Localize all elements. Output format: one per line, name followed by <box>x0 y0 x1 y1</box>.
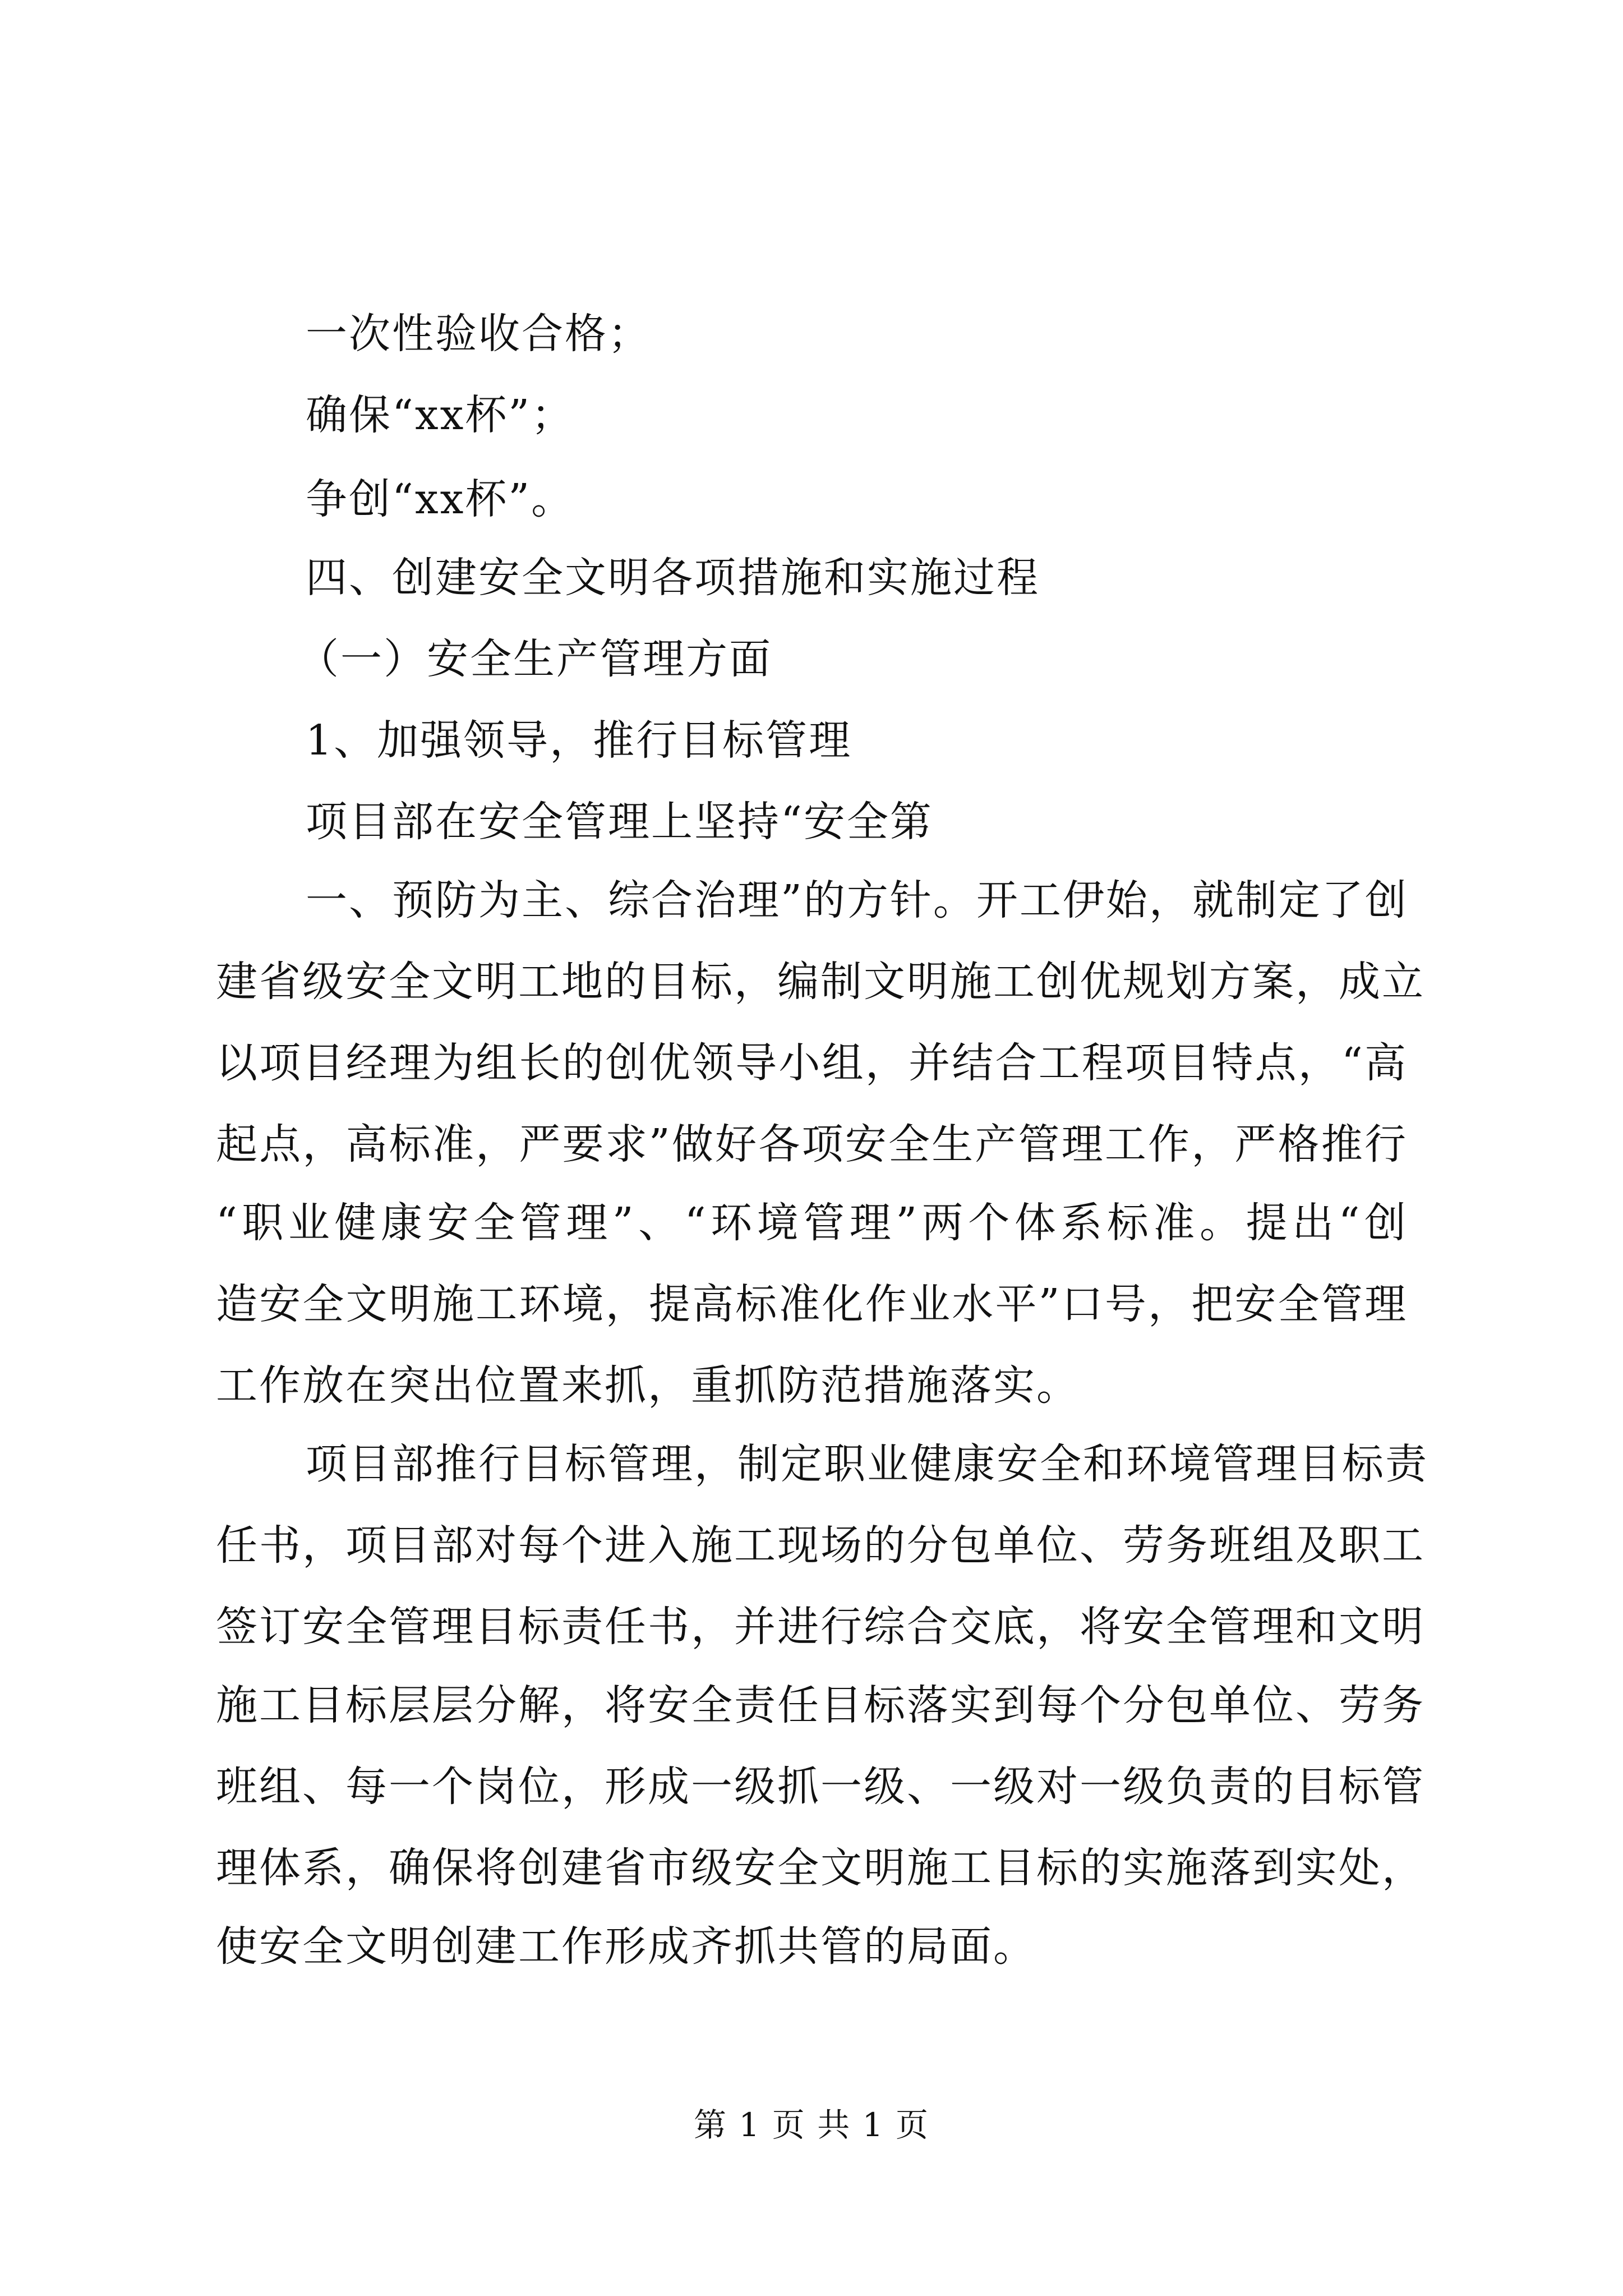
text-line: 一次性验收合格； <box>306 310 651 358</box>
text-line: 争创“xx杯”。 <box>306 475 575 523</box>
item-heading: 1、加强领导，推行目标管理 <box>306 716 852 765</box>
paragraph-line: “职业健康安全管理”、“环境管理”两个体系标准。提出“创 <box>216 1199 1408 1247</box>
paragraph-line: 以项目经理为组长的创优领导小组，并结合工程项目特点，“高 <box>216 1039 1408 1087</box>
page-footer: 第 1 页 共 1 页 <box>694 2106 929 2144</box>
section-heading: 四、创建安全文明各项措施和实施过程 <box>306 554 1040 602</box>
paragraph-line: 理体系，确保将创建省市级安全文明施工目标的实施落到实处， <box>216 1844 1425 1892</box>
paragraph-line: 使安全文明创建工作形成齐抓共管的局面。 <box>216 1922 1036 1971</box>
paragraph-line: 项目部在安全管理上坚持“安全第 <box>306 798 933 846</box>
paragraph-line: 项目部推行目标管理，制定职业健康安全和环境管理目标责 <box>306 1440 1428 1488</box>
paragraph-line: 建省级安全文明工地的目标，编制文明施工创优规划方案，成立 <box>216 958 1425 1006</box>
text-line: 确保“xx杯”； <box>306 391 575 439</box>
subsection-heading: （一）安全生产管理方面 <box>297 635 772 683</box>
paragraph-line: 一、预防为主、综合治理”的方针。开工伊始，就制定了创 <box>306 876 1408 924</box>
paragraph-line: 造安全文明施工环境，提高标准化作业水平”口号，把安全管理 <box>216 1280 1408 1328</box>
paragraph-line: 签订安全管理目标责任书，并进行综合交底，将安全管理和文明 <box>216 1603 1425 1651</box>
paragraph-line: 起点，高标准，严要求”做好各项安全生产管理工作，严格推行 <box>216 1120 1408 1168</box>
paragraph-line: 施工目标层层分解，将安全责任目标落实到每个分包单位、劳务 <box>216 1681 1425 1729</box>
paragraph-line: 任书，项目部对每个进入施工现场的分包单位、劳务班组及职工 <box>216 1521 1425 1570</box>
paragraph-line: 工作放在突出位置来抓，重抓防范措施落实。 <box>216 1361 1080 1410</box>
paragraph-line: 班组、每一个岗位，形成一级抓一级、一级对一级负责的目标管 <box>216 1763 1425 1811</box>
